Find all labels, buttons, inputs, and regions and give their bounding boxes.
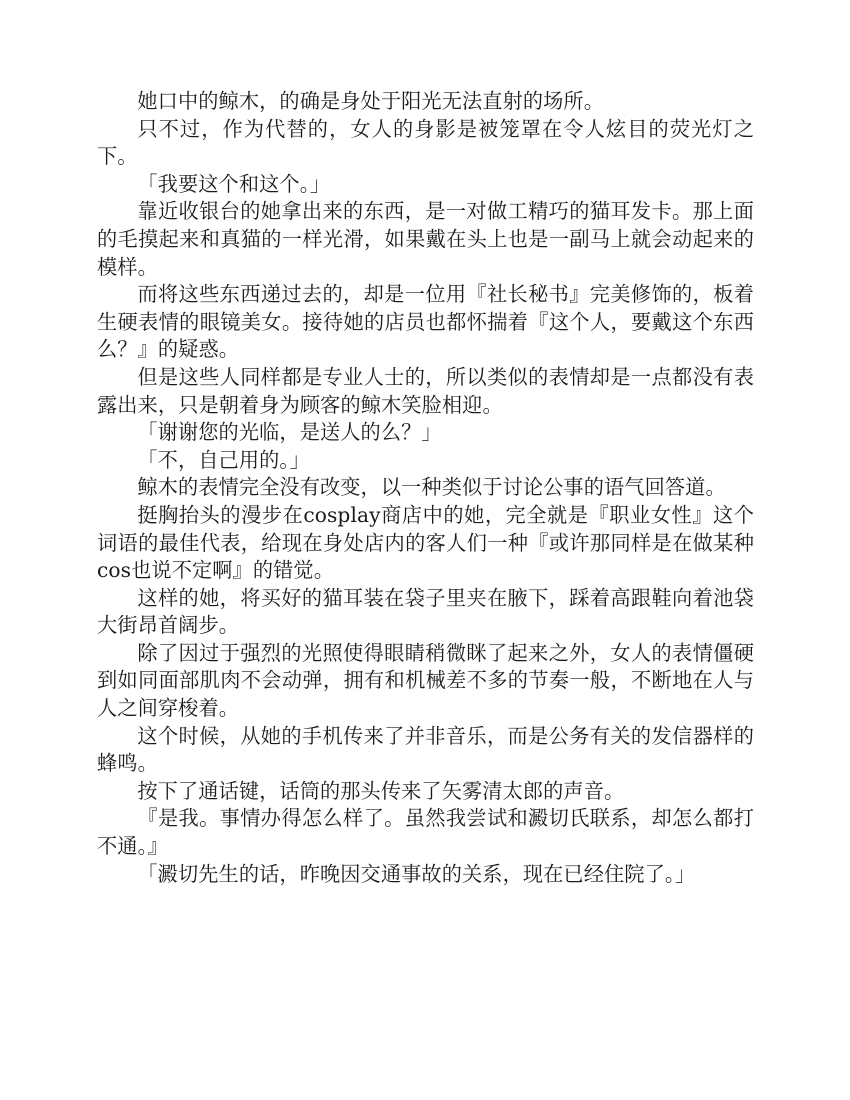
paragraph: 但是这些人同样都是专业人士的，所以类似的表情却是一点都没有表露出来，只是朝着身为顾客的鲸木笑脸相迎。 xyxy=(97,364,754,417)
paragraph: 而将这些东西递过去的，却是一位用『社长秘书』完美修饰的，板着生硬表情的眼镜美女。接待她的店员也都怀揣着『这个人，要戴这个东西么？』的疑惑。 xyxy=(97,282,754,362)
dialogue-line: 「澱切先生的话，昨晚因交通事故的关系，现在已经住院了。」 xyxy=(137,861,696,886)
dialogue-line: 「不，自己用的。」 xyxy=(137,447,310,472)
dialogue-line: 「我要这个和这个。」 xyxy=(137,171,331,196)
paragraph: 这样的她，将买好的猫耳装在袋子里夹在腋下，踩着高跟鞋向着池袋大街昂首阔步。 xyxy=(97,585,754,638)
paragraph: 她口中的鲸木，的确是身处于阳光无法直射的场所。 xyxy=(137,89,605,113)
paragraph: 除了因过于强烈的光照使得眼睛稍微眯了起来之外，女人的表情僵硬到如同面部肌肉不会动弹，拥有和机械差不多的节奏一般，不断地在人与人之间穿梭着。 xyxy=(97,640,754,721)
paragraph: 按下了通话键，话筒的那头传来了矢雾清太郎的声音。 xyxy=(137,778,625,803)
text-column xyxy=(97,88,754,888)
paragraph: 靠近收银台的她拿出来的东西，是一对做工精巧的猫耳发卡。那上面的毛摸起来和真猫的一样光滑，如果戴在头上也是一副马上就会动起来的模样。 xyxy=(97,199,754,279)
paragraph: 挺胸抬头的漫步在cosplay商店中的她，完全就是『职业女性』这个词语的最佳代表，给现在身处店内的客人们一种『或许那同样是在做某种cos也说不定啊』的错觉。 xyxy=(97,502,754,583)
paragraph: 只不过，作为代替的，女人的身影是被笼罩在令人炫目的荧光灯之下。 xyxy=(97,116,754,169)
paragraph: 『是我。事情办得怎么样了。虽然我尝试和澱切氏联系，却怎么都打不通。』 xyxy=(97,806,754,859)
dialogue-line: 「谢谢您的光临，是送人的么？」 xyxy=(137,420,442,445)
paragraph: 这个时候，从她的手机传来了并非音乐，而是公务有关的发信器样的蜂鸣。 xyxy=(97,723,754,776)
paragraph: 鲸木的表情完全没有改变，以一种类似于讨论公事的语气回答道。 xyxy=(137,475,726,500)
